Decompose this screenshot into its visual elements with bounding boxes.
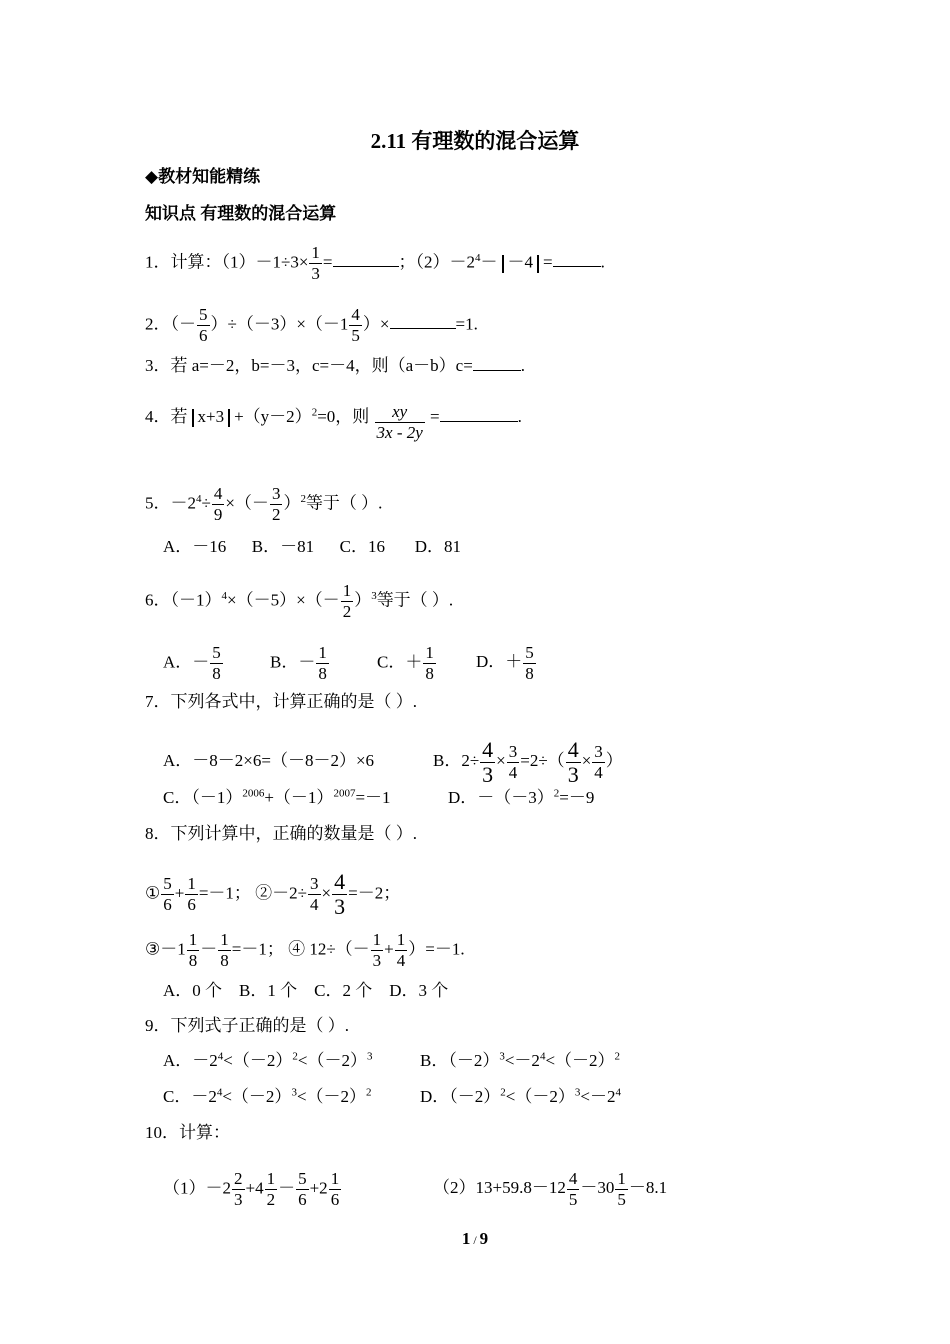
fraction: $\frac{4}{5}$	[568, 1169, 578, 1209]
fraction: $\frac{4}{3}$	[482, 737, 494, 787]
option-d: D．＋ $\frac{5}{8}$	[476, 643, 534, 683]
question-7: 7．下列各式中，计算正确的是（ ）.	[145, 692, 417, 711]
page-title: 2.11 有理数的混合运算	[370, 129, 580, 153]
fraction: $\frac{4}{9}$	[213, 484, 223, 524]
question-10-parts	[163, 1169, 667, 1210]
abs-bar	[192, 409, 194, 427]
question-9: 9．下列式子正确的是（ ）.	[145, 1016, 349, 1035]
question-4: 4．若 $x+3 +(y-2)^2=0$，则 $\frac{xy}{3x - 2y}$ = .	[145, 402, 522, 442]
abs-bar	[537, 255, 539, 273]
question-8: 8．下列计算中，正确的数量是（ ）.	[145, 824, 417, 843]
fraction: $\frac{1}{8}$	[425, 643, 434, 683]
question-6-options	[163, 643, 537, 684]
option-a: A．－ $\frac{5}{8}$	[163, 643, 221, 683]
fraction: $\frac{1}{6}$	[187, 874, 196, 914]
fraction: $\frac{1}{2}$	[342, 581, 352, 621]
fraction: $\frac{5}{8}$	[212, 643, 221, 683]
question-1: 1．计算：（1）－1÷3× $\frac{1}{3}$ = ；$(2)-2^4- -4$ = .	[145, 243, 605, 283]
fraction: $\frac{5}{6}$	[163, 874, 172, 914]
fraction: $\frac{5}{8}$	[525, 643, 534, 683]
question-8-options: A．0 个 B．1 个 C．2 个 D．3 个	[163, 981, 449, 1000]
option-d: D．$-(-3)^2=-9$	[448, 787, 595, 807]
fraction: $\frac{1}{8}$	[220, 930, 229, 970]
answer-blank	[553, 250, 601, 267]
question-9-options-ab	[163, 1050, 620, 1072]
fraction: $\frac{3}{4}$	[594, 742, 603, 782]
fraction: $\frac{3}{4}$	[310, 874, 319, 914]
question-5: 5．$-2^4\div$ $\frac{4}{9}$ ×（－ $\frac{3}{2}$ ）$^2$等于（ ）.	[145, 484, 383, 524]
fraction: $\frac{1}{2}$	[266, 1169, 276, 1209]
abs-bar	[502, 255, 504, 273]
part-1: （1）－2 $\frac{2}{3}$ +4 $\frac{1}{2}$ － $\frac{5}{6}$ +2 $\frac{1}{6}$	[163, 1169, 340, 1209]
answer-blank	[473, 354, 521, 371]
question-2: 2．（－ $\frac{5}{6}$ ）÷（－3）×（－1 $\frac{4}{5}$ ）× =1.	[145, 305, 478, 345]
answer-blank	[333, 250, 399, 267]
fraction: $\frac{2}{3}$	[234, 1169, 243, 1209]
option-a: A．－8－2×6=（－8－2）×6	[163, 751, 375, 771]
fraction: $\frac{1}{8}$	[188, 930, 198, 970]
question-7-options-ab	[163, 738, 623, 787]
option-b: B．2÷ $\frac{4}{3}$ × $\frac{3}{4}$ =2÷（ $\frac{4}{3}$ × $\frac{3}{4}$ ）	[433, 737, 623, 787]
fraction: $\frac{4}{5}$	[351, 305, 360, 345]
fraction: $\frac{1}{3}$	[372, 930, 382, 970]
fraction: $\frac{5}{6}$	[199, 305, 208, 345]
fraction: $\frac{xy}{3x - 2y}$	[376, 402, 423, 442]
page-number: 1 / 9	[461, 1229, 489, 1248]
fraction: $\frac{4}{3}$	[334, 869, 346, 919]
question-7-options-cd	[163, 787, 594, 809]
fraction: $\frac{5}{6}$	[298, 1169, 307, 1209]
option-b: B．$(-2)^3<-2^4<(-2)^2$	[420, 1050, 621, 1070]
fraction: $\frac{3}{2}$	[271, 484, 281, 524]
answer-blank	[390, 312, 456, 329]
question-3: 3．若 a=－2，b=－3，c=－4，则（a－b）c= .	[145, 356, 526, 375]
fraction: $\frac{3}{4}$	[508, 742, 518, 782]
option-b: B．－ $\frac{1}{8}$	[270, 643, 327, 683]
abs-bar	[228, 409, 230, 427]
question-5-options: A．－16 B．－81 C．16 D．81	[163, 537, 461, 556]
fraction: $\frac{1}{4}$	[396, 930, 406, 970]
fraction: $\frac{1}{6}$	[330, 1169, 340, 1209]
option-c: C．$-2^4<(-2)^3<(-2)^2$	[163, 1086, 372, 1106]
fraction: $\frac{1}{8}$	[318, 643, 327, 683]
knowledge-heading: 知识点 有理数的混合运算	[145, 204, 337, 223]
question-8-row-1: ① $\frac{5}{6}$ + $\frac{1}{6}$ =－1； ②－2÷ $\frac{3}{4}$ × $\frac{4}{3}$ =－2；	[145, 869, 401, 919]
answer-blank	[440, 405, 518, 422]
question-8-row-2: ③－1 $\frac{1}{8}$ － $\frac{1}{8}$ =－1； ④ 12÷（－ $\frac{1}{3}$ + $\frac{1}{4}$ ）=－1.	[145, 930, 465, 970]
fraction: $\frac{4}{3}$	[567, 737, 579, 787]
part-2: （2）13+59.8－12 $\frac{4}{5}$ －30 $\frac{1}{5}$ －8.1	[433, 1169, 668, 1209]
option-c: C．＋ $\frac{1}{8}$	[377, 643, 434, 683]
fraction: $\frac{1}{3}$	[311, 243, 320, 283]
section-heading: ◆教材知能精练	[145, 167, 261, 186]
question-9-options-cd	[163, 1086, 621, 1108]
question-6: 6．$(-1)^4\times(-5)\times(-$ $\frac{1}{2}$ ）$^3$等于（ ）.	[145, 581, 454, 621]
question-10: 10．计算：	[145, 1123, 230, 1142]
option-d: D．$(-2)^2<(-2)^3<-2^4$	[420, 1086, 621, 1106]
option-a: A．$-2^4<(-2)^2<(-2)^3$	[163, 1050, 373, 1070]
option-c: C．$(-1)^{2006}+(-1)^{2007}=-1$	[163, 787, 391, 807]
fraction: $\frac{1}{5}$	[617, 1169, 626, 1209]
